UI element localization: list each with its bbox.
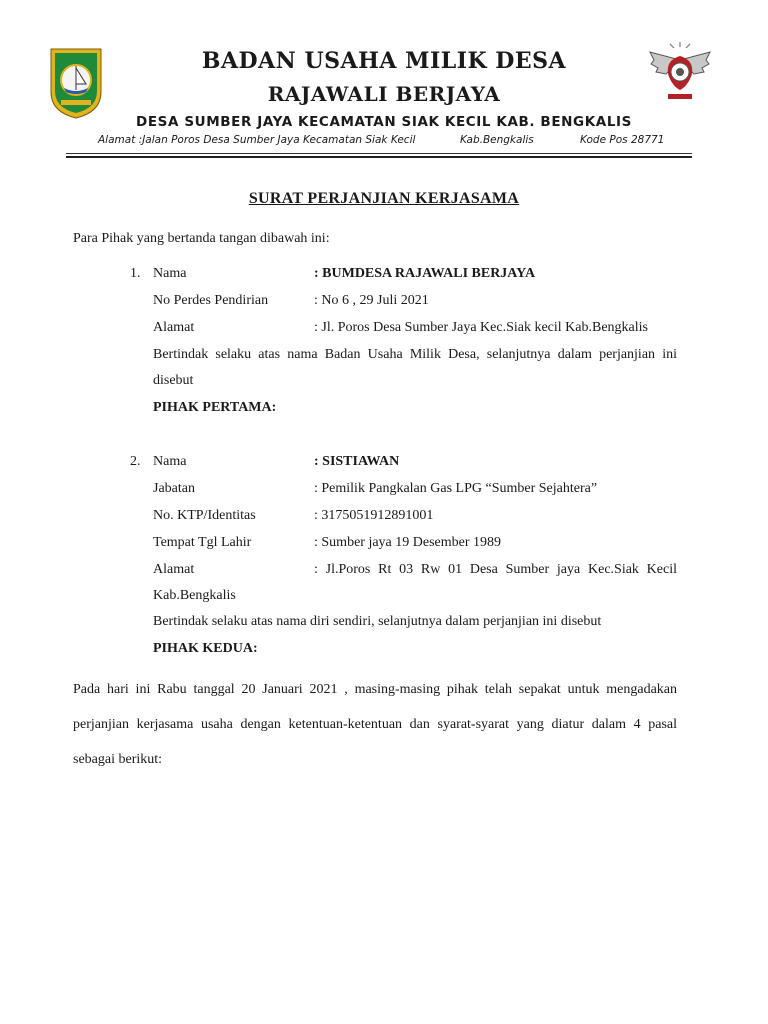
party2-name-value: : SISTIAWAN bbox=[314, 454, 400, 469]
party2-role: PIHAK KEDUA: bbox=[153, 641, 258, 656]
document-title: SURAT PERJANJIAN KERJASAMA bbox=[248, 190, 520, 207]
header-divider-thick bbox=[66, 156, 692, 158]
party2-address-value: : Jl.Poros Rt 03 Rw 01 Desa Sumber jaya Kec.Siak Kecil bbox=[314, 562, 677, 577]
party1-description-cont: disebut bbox=[153, 373, 194, 388]
closing-paragraph-line2: perjanjian kerjasama usaha dengan ketentuan-ketentuan dan syarat-syarat yang diatur dalam 4 pasal bbox=[73, 717, 677, 732]
address-postal: Kode Pos 28771 bbox=[580, 134, 665, 146]
party2-birth-label: Tempat Tgl Lahir bbox=[153, 535, 252, 550]
address-street: Alamat :Jalan Poros Desa Sumber Jaya Kecamatan Siak Kecil bbox=[98, 134, 416, 146]
organization-subname: RAJAWALI BERJAYA bbox=[267, 82, 501, 106]
organization-name: BADAN USAHA MILIK DESA bbox=[201, 48, 567, 74]
party1-address-label: Alamat bbox=[153, 320, 195, 335]
party2-description: Bertindak selaku atas nama diri sendiri, selanjutnya dalam perjanjian ini disebut bbox=[153, 614, 602, 629]
party1-name-label: Nama bbox=[153, 266, 187, 281]
closing-paragraph-line3: sebagai berikut: bbox=[73, 752, 163, 767]
closing-paragraph-line1: Pada hari ini Rabu tanggal 20 Januari 2021 , masing-masing pihak telah sepakat untuk mengadakan bbox=[73, 682, 677, 697]
party2-address-label: Alamat bbox=[153, 562, 195, 577]
header-divider-thin bbox=[66, 153, 692, 154]
party2-position-label: Jabatan bbox=[153, 481, 195, 496]
party1-description: Bertindak selaku atas nama Badan Usaha Milik Desa, selanjutnya dalam perjanjian ini bbox=[153, 347, 677, 362]
party2-birth-value: : Sumber jaya 19 Desember 1989 bbox=[314, 535, 502, 550]
party1-role: PIHAK PERTAMA: bbox=[153, 400, 277, 415]
party1-perdes-label: No Perdes Pendirian bbox=[153, 293, 269, 308]
address-city: Kab.Bengkalis bbox=[460, 134, 534, 146]
party2-id-value: : 3175051912891001 bbox=[314, 508, 434, 523]
party2-name-label: Nama bbox=[153, 454, 187, 469]
party1-number: 1. bbox=[130, 266, 141, 281]
party1-name-value: : BUMDESA RAJAWALI BERJAYA bbox=[314, 266, 536, 281]
party2-id-label: No. KTP/Identitas bbox=[153, 508, 256, 523]
party2-number: 2. bbox=[130, 454, 141, 469]
party1-perdes-value: : No 6 , 29 Juli 2021 bbox=[314, 293, 429, 308]
party2-position-value: : Pemilik Pangkalan Gas LPG “Sumber Sejahtera” bbox=[314, 481, 598, 496]
party2-address-cont: Kab.Bengkalis bbox=[153, 588, 236, 603]
intro-text: Para Pihak yang bertanda tangan dibawah ini: bbox=[73, 231, 330, 246]
organization-location: DESA SUMBER JAYA KECAMATAN SIAK KECIL KAB. BENGKALIS bbox=[136, 114, 632, 130]
party1-address-value: : Jl. Poros Desa Sumber Jaya Kec.Siak kecil Kab.Bengkalis bbox=[314, 320, 648, 335]
